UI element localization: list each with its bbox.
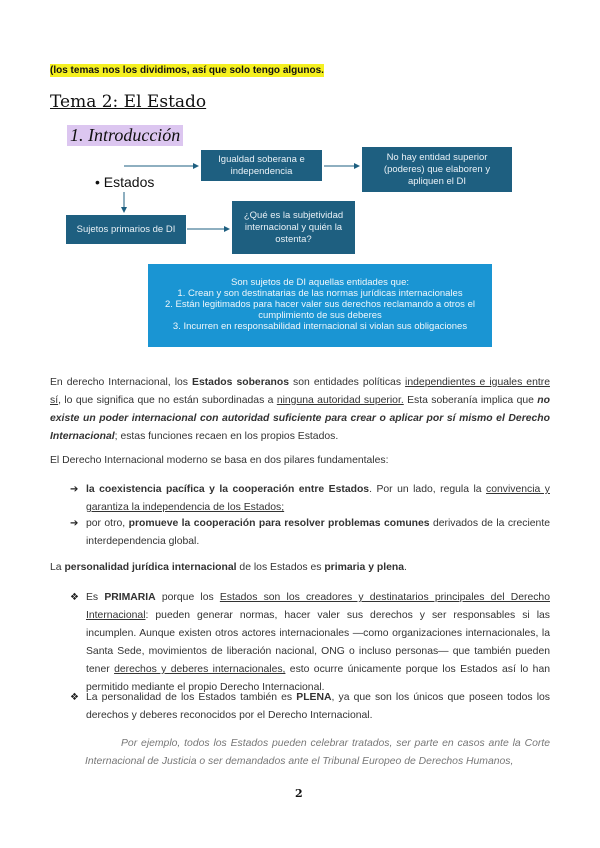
diagram-box-question: ¿Qué es la subjetividad internacional y quién la ostenta? [232,201,355,254]
paragraph-personality: La personalidad jurídica internacional de los Estados es primaria y plena. [50,562,407,573]
list-item-pillar-1: la coexistencia pacífica y la cooperación entre Estados. Por un lado, regula la convivencia y garantiza la independencia de los Estados; [86,484,550,513]
highlighted-note: (los temas nos los dividimos, así que solo tengo algunos. [50,65,324,76]
definition-intro: Son sujetos de DI aquellas entidades que: [231,277,409,288]
paragraph-sovereign-states: En derecho Internacional, los Estados soberanos son entidades políticas independientes e iguales entre sí, lo que significa que no están subordinadas a ninguna autoridad superior. Esta soberanía implica que no existe un poder internacional con autoridad suficiente para crear o aplicar por sí mismo el Derecho Internacional; estas funciones recaen en los propios Estados. [50,377,550,442]
definition-item: 1. Crean y son destinatarias de las normas jurídicas internacionales [177,288,463,299]
definition-item: 2. Están legitimados para hacer valer sus derechos reclamando a otros el cumplimiento de sus deberes [165,299,475,321]
diagram-box-no-superior: No hay entidad superior (poderes) que elaboren y apliquen el DI [362,147,512,192]
page-title: Tema 2: El Estado [50,92,207,112]
example-paragraph: Por ejemplo, todos los Estados pueden celebrar tratados, ser parte en casos ante la Corte Internacional de Justicia o ser demandados ante el Tribunal Europeo de Derechos Humanos, [85,738,550,767]
diamond-bullet-icon: ❖ [70,592,79,603]
diagram-box-definition [148,264,492,347]
diagram-box-equality: Igualdad soberana e independencia [201,150,322,181]
diagram-box-subjects: Sujetos primarios de DI [66,215,186,244]
section-heading: 1. Introducción [67,125,183,146]
definition-item: 3. Incurren en responsabilidad internacional si violan sus obligaciones [172,321,468,332]
list-item-plena: La personalidad de los Estados también es PLENA, ya que son los únicos que poseen todos los derechos y deberes reconocidos por el Derecho Internacional. [86,692,550,721]
arrow-bullet-icon: ➔ [70,484,79,495]
paragraph-pillars-intro: El Derecho Internacional moderno se basa en dos pilares fundamentales: [50,455,389,466]
diamond-bullet-icon: ❖ [70,692,79,703]
page-number: 2 [295,787,303,800]
list-item-primaria: Es PRIMARIA porque los Estados son los creadores y destinatarios principales del Derecho Internacional: pueden generar normas, hacer valer sus derechos y ser responsables si las incumplen. Aunque existen otros actores internacionales —como organizaciones internacionales, la Santa Sede, movimientos de liberación nacional, ONG o incluso personas— que también pueden tener derechos y deberes internacionales, esto ocurre únicamente porque los Estados así lo han permitido mediante el propio Derecho Internacional. [86,592,551,693]
list-item-pillar-2: por otro, promueve la cooperación para resolver problemas comunes derivados de la creciente interdependencia global. [86,518,550,547]
arrow-bullet-icon: ➔ [70,518,79,529]
diagram-root-estados: • Estados [95,174,155,190]
